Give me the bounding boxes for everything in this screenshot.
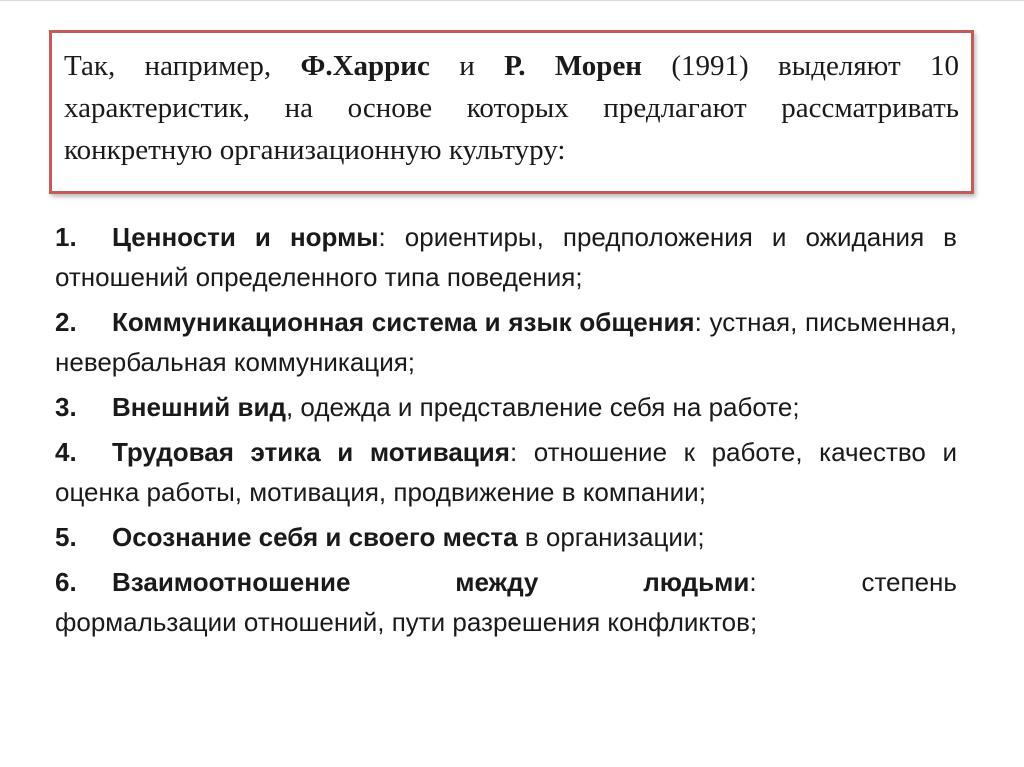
item-description: в организации;: [517, 522, 705, 552]
list-item: [55, 217, 957, 297]
item-description: : ориентиры, предположения и ожидания в отношений определенного типа поведения;: [55, 222, 957, 292]
item-term: Осознание себя и своего места: [112, 522, 518, 552]
item-description: , одежда и представление себя на работе;: [285, 392, 800, 422]
characteristics-list: [55, 217, 957, 647]
item-number: 6.: [55, 567, 77, 597]
item-number: 4.: [55, 437, 77, 467]
item-term: Ценности и нормы: [112, 222, 379, 252]
item-number: 3.: [55, 392, 77, 422]
item-term: Внешний вид: [112, 392, 286, 422]
top-divider: [0, 0, 1024, 1]
item-6-first-line: [55, 562, 957, 602]
list-item: [55, 517, 957, 557]
item-description-part1: :: [749, 567, 757, 597]
item-description: : отношение к работе, качество и оценка работы, мотивация, продвижение в компании;: [55, 437, 957, 507]
item-term-part1: Взаимоотношение: [112, 567, 351, 597]
intro-suffix: (1991) выделяют 10 характеристик, на основе которых предлагают рассматривать конкретную организационную культуру:: [64, 50, 959, 166]
item-6-term-end: [643, 562, 756, 602]
intro-author-moren: Р. Морен: [504, 50, 643, 82]
intro-prefix: Так, например,: [64, 50, 301, 82]
item-term: Трудовая этика и мотивация: [112, 437, 510, 467]
intro-conjunction: и: [429, 50, 505, 82]
item-number: 2.: [55, 307, 77, 337]
item-term-part3: людьми: [643, 567, 750, 597]
list-item: [55, 387, 957, 427]
list-item: [55, 562, 957, 642]
intro-paragraph: [64, 45, 959, 171]
item-description-part2: степень: [861, 567, 957, 597]
list-item: [55, 432, 957, 512]
item-number: 5.: [55, 522, 77, 552]
list-item: [55, 302, 957, 382]
intro-box: [49, 30, 974, 194]
item-term-part2: между: [455, 567, 539, 597]
item-description: : устная, письменная, невербальная коммуникация;: [55, 307, 957, 377]
item-term: Коммуникационная система и язык общения: [112, 307, 695, 337]
item-description-line2: формальзации отношений, пути разрешения конфликтов;: [55, 607, 758, 637]
item-number: 1.: [55, 222, 77, 252]
item-6-lead: [55, 562, 350, 602]
intro-author-harris: Ф.Харрис: [300, 50, 430, 82]
